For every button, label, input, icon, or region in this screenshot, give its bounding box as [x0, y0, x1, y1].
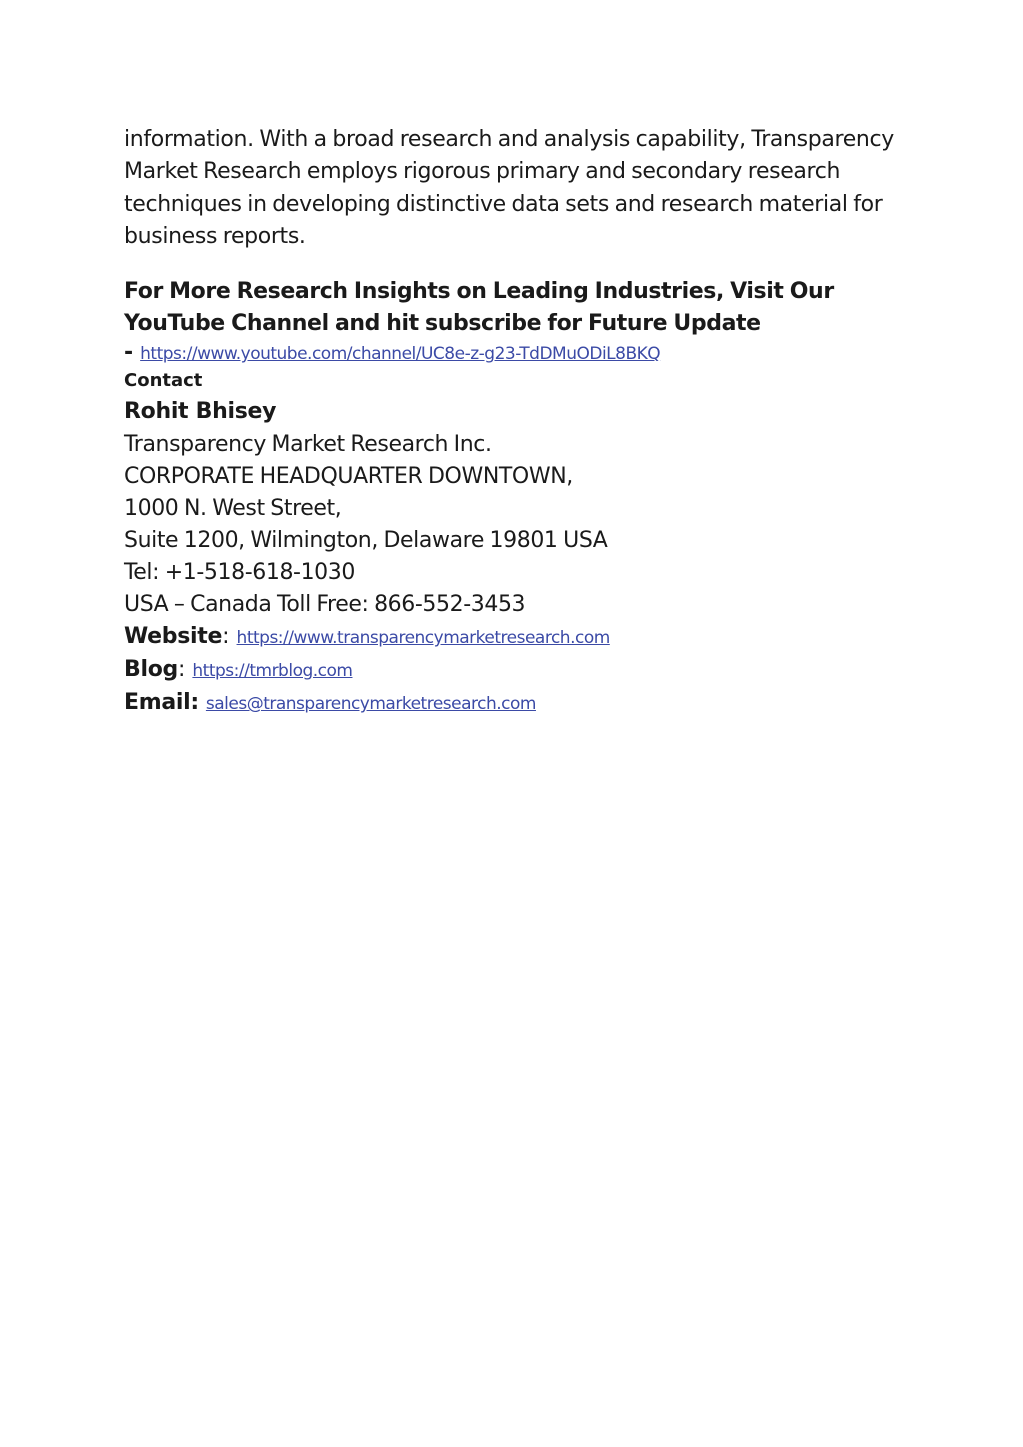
youtube-promo-heading — [124, 276, 914, 340]
blog-line — [124, 654, 914, 687]
address-line-3: Suite 1200, Wilmington, Delaware 19801 USA — [124, 528, 608, 554]
email-label: Email: — [124, 690, 199, 716]
body-line: business reports. — [124, 223, 306, 249]
contact-label: Contact — [124, 370, 203, 392]
company-name: Transparency Market Research Inc. — [124, 432, 492, 458]
body-paragraph — [124, 124, 914, 253]
website-link[interactable]: https://www.transparencymarketresearch.com — [236, 628, 610, 649]
telephone: Tel: +1-518-618-1030 — [124, 560, 355, 586]
promo-line-1: For More Research Insights on Leading Industries, Visit Our — [124, 279, 834, 305]
website-colon: : — [222, 624, 230, 650]
address-line-2: 1000 N. West Street, — [124, 496, 342, 522]
address-line-1: CORPORATE HEADQUARTER DOWNTOWN, — [124, 464, 573, 490]
website-label: Website — [124, 624, 223, 650]
toll-free-number: USA – Canada Toll Free: 866-552-3453 — [124, 592, 526, 618]
blog-label: Blog — [124, 657, 178, 683]
email-line — [124, 687, 914, 720]
website-line — [124, 621, 914, 654]
body-line: Market Research employs rigorous primary and secondary research — [124, 159, 841, 185]
body-line: information. With a broad research and analysis capability, Transparency — [124, 127, 894, 152]
body-line: techniques in developing distinctive data sets and research material for — [124, 191, 883, 217]
contact-name: Rohit Bhisey — [124, 399, 277, 425]
dash-separator: - — [124, 340, 134, 366]
blog-link[interactable]: https://tmrblog.com — [192, 661, 353, 682]
blog-colon: : — [177, 657, 186, 683]
document-page — [124, 124, 914, 720]
promo-line-2: YouTube Channel and hit subscribe for Future Update — [124, 311, 761, 337]
email-link[interactable]: sales@transparencymarketresearch.com — [205, 694, 536, 715]
youtube-link-line — [124, 340, 914, 367]
youtube-channel-link[interactable]: https://www.youtube.com/channel/UC8e-z-g23-TdDMuODiL8BKQ — [140, 344, 661, 365]
